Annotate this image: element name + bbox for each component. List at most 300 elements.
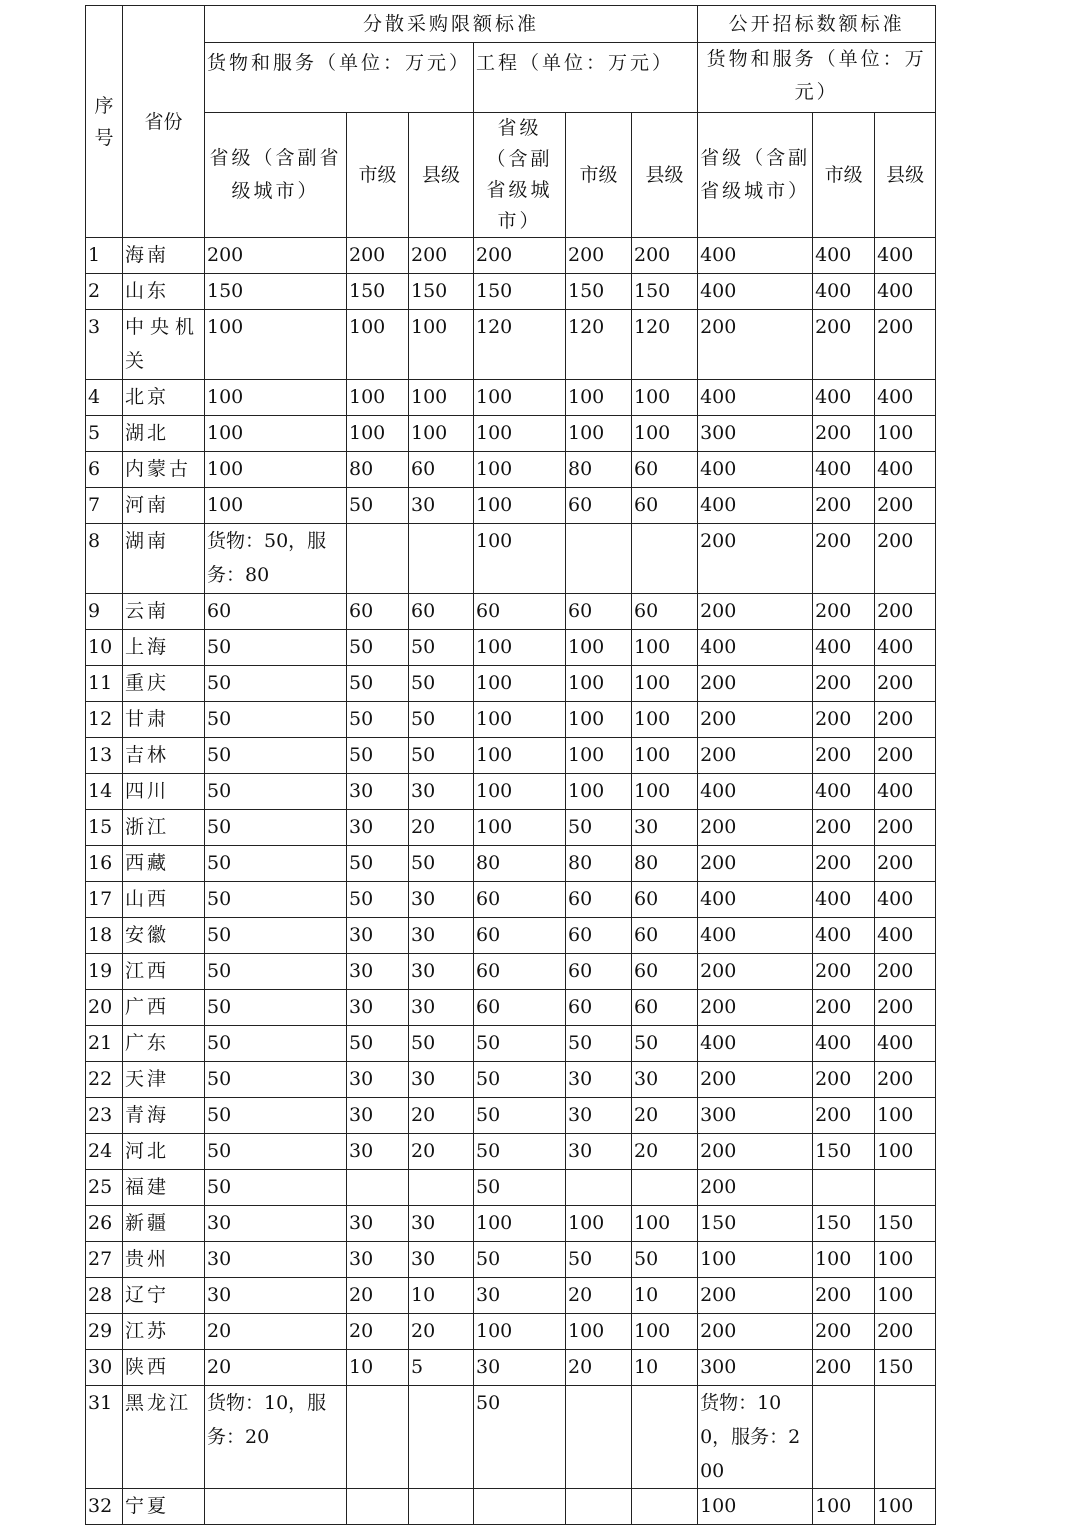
- cell-eng-prov: 50: [474, 1134, 566, 1170]
- cell-gs-county: 60: [409, 452, 474, 488]
- cell-eng-prov: 100: [474, 702, 566, 738]
- table-row: [86, 1278, 936, 1314]
- cell-gs-city: 30: [347, 1206, 409, 1242]
- cell-t-prov: 400: [698, 630, 813, 666]
- cell-eng-county: 80: [632, 846, 698, 882]
- cell-t-county: 200: [875, 524, 936, 594]
- table-row: [86, 416, 936, 452]
- cell-seq: 19: [86, 954, 123, 990]
- cell-gs-prov: 30: [205, 1278, 347, 1314]
- cell-gs-city: 10: [347, 1350, 409, 1386]
- cell-t-prov: 200: [698, 1314, 813, 1350]
- cell-province: 浙江: [123, 810, 205, 846]
- cell-province: 陕西: [123, 1350, 205, 1386]
- cell-seq: 32: [86, 1489, 123, 1525]
- cell-t-prov: 400: [698, 918, 813, 954]
- cell-t-city: 200: [813, 1062, 875, 1098]
- cell-seq: 7: [86, 488, 123, 524]
- cell-gs-prov: 50: [205, 846, 347, 882]
- cell-eng-prov: 30: [474, 1278, 566, 1314]
- cell-eng-county: 30: [632, 1062, 698, 1098]
- cell-eng-city: 100: [566, 666, 632, 702]
- cell-eng-prov: 60: [474, 954, 566, 990]
- cell-t-prov: 200: [698, 738, 813, 774]
- cell-province: 甘肃: [123, 702, 205, 738]
- header-tender-provincial: 省级（含副省级城市）: [698, 113, 813, 238]
- cell-eng-county: 50: [632, 1026, 698, 1062]
- header-gs-county: 县级: [409, 113, 474, 238]
- cell-gs-prov: 50: [205, 918, 347, 954]
- cell-t-city: 400: [813, 238, 875, 274]
- cell-eng-county: 100: [632, 1206, 698, 1242]
- cell-eng-prov: 100: [474, 810, 566, 846]
- cell-gs-county: 30: [409, 1242, 474, 1278]
- cell-province: 上海: [123, 630, 205, 666]
- cell-gs-county: 30: [409, 954, 474, 990]
- cell-eng-county: 60: [632, 488, 698, 524]
- cell-gs-city: 30: [347, 1062, 409, 1098]
- cell-gs-county: [409, 1489, 474, 1525]
- table-row: [86, 702, 936, 738]
- cell-gs-county: 20: [409, 1098, 474, 1134]
- cell-eng-city: 100: [566, 1314, 632, 1350]
- cell-gs-prov: 50: [205, 738, 347, 774]
- table-row: [86, 1350, 936, 1386]
- cell-gs-county: 50: [409, 666, 474, 702]
- cell-eng-county: 60: [632, 954, 698, 990]
- cell-eng-city: 100: [566, 416, 632, 452]
- table-body: [86, 238, 936, 1525]
- cell-gs-prov: 100: [205, 416, 347, 452]
- cell-eng-city: 100: [566, 380, 632, 416]
- cell-eng-prov: 100: [474, 1206, 566, 1242]
- cell-seq: 25: [86, 1170, 123, 1206]
- table-row: [86, 630, 936, 666]
- table-row: [86, 488, 936, 524]
- cell-gs-city: 50: [347, 846, 409, 882]
- cell-gs-city: 200: [347, 238, 409, 274]
- cell-gs-county: 20: [409, 1134, 474, 1170]
- cell-eng-city: 20: [566, 1350, 632, 1386]
- header-eng-provincial: 省级（含副省级城市）: [474, 113, 566, 238]
- cell-t-county: 200: [875, 702, 936, 738]
- cell-gs-county: 200: [409, 238, 474, 274]
- cell-gs-prov: 100: [205, 452, 347, 488]
- cell-t-county: 200: [875, 310, 936, 380]
- cell-eng-county: [632, 1170, 698, 1206]
- cell-gs-city: [347, 1170, 409, 1206]
- header-goods-services: 货物和服务（单位：万元）: [205, 43, 474, 113]
- cell-eng-county: 60: [632, 882, 698, 918]
- cell-eng-city: 80: [566, 452, 632, 488]
- cell-gs-city: 30: [347, 1242, 409, 1278]
- cell-seq: 15: [86, 810, 123, 846]
- cell-province: 山西: [123, 882, 205, 918]
- cell-t-county: 200: [875, 954, 936, 990]
- cell-gs-city: 50: [347, 1026, 409, 1062]
- cell-gs-county: 100: [409, 380, 474, 416]
- cell-eng-city: 50: [566, 810, 632, 846]
- cell-gs-prov: 50: [205, 1134, 347, 1170]
- cell-province: 山东: [123, 274, 205, 310]
- cell-t-county: 100: [875, 1278, 936, 1314]
- cell-t-county: 400: [875, 918, 936, 954]
- cell-gs-prov: 50: [205, 702, 347, 738]
- cell-eng-city: 100: [566, 774, 632, 810]
- cell-gs-prov: 50: [205, 666, 347, 702]
- cell-t-prov: 400: [698, 238, 813, 274]
- cell-t-county: 200: [875, 1314, 936, 1350]
- cell-seq: 28: [86, 1278, 123, 1314]
- header-gs-city: 市级: [347, 113, 409, 238]
- cell-eng-city: 30: [566, 1134, 632, 1170]
- cell-seq: 31: [86, 1386, 123, 1489]
- cell-gs-prov: 50: [205, 630, 347, 666]
- cell-eng-county: [632, 524, 698, 594]
- cell-eng-county: 20: [632, 1098, 698, 1134]
- cell-t-county: 400: [875, 774, 936, 810]
- cell-gs-prov: 200: [205, 238, 347, 274]
- cell-gs-county: 30: [409, 488, 474, 524]
- cell-t-prov: 400: [698, 452, 813, 488]
- cell-t-city: 200: [813, 1278, 875, 1314]
- cell-t-prov: 200: [698, 810, 813, 846]
- cell-t-city: 400: [813, 918, 875, 954]
- cell-eng-city: 100: [566, 738, 632, 774]
- cell-eng-city: 80: [566, 846, 632, 882]
- cell-eng-city: [566, 1386, 632, 1489]
- cell-t-city: 200: [813, 1350, 875, 1386]
- cell-gs-city: 50: [347, 488, 409, 524]
- cell-gs-city: [347, 1386, 409, 1489]
- cell-eng-prov: 50: [474, 1062, 566, 1098]
- cell-province: 安徽: [123, 918, 205, 954]
- cell-gs-city: 20: [347, 1278, 409, 1314]
- cell-eng-prov: 60: [474, 990, 566, 1026]
- table-row: [86, 1242, 936, 1278]
- cell-seq: 4: [86, 380, 123, 416]
- cell-province: 湖北: [123, 416, 205, 452]
- cell-t-county: [875, 1170, 936, 1206]
- cell-province: 天津: [123, 1062, 205, 1098]
- cell-eng-prov: [474, 1489, 566, 1525]
- table-row: [86, 1489, 936, 1525]
- cell-eng-county: 50: [632, 1242, 698, 1278]
- cell-t-city: 400: [813, 630, 875, 666]
- cell-t-county: 200: [875, 488, 936, 524]
- cell-seq: 20: [86, 990, 123, 1026]
- cell-eng-prov: 50: [474, 1170, 566, 1206]
- table-row: [86, 990, 936, 1026]
- cell-t-county: 400: [875, 1026, 936, 1062]
- cell-eng-city: 60: [566, 918, 632, 954]
- cell-gs-county: [409, 1386, 474, 1489]
- cell-gs-city: 30: [347, 954, 409, 990]
- cell-province: 青海: [123, 1098, 205, 1134]
- table-row: [86, 452, 936, 488]
- cell-gs-county: 100: [409, 310, 474, 380]
- cell-seq: 6: [86, 452, 123, 488]
- cell-seq: 30: [86, 1350, 123, 1386]
- header-eng-county: 县级: [632, 113, 698, 238]
- table-row: [86, 918, 936, 954]
- cell-t-city: 100: [813, 1242, 875, 1278]
- cell-t-city: 150: [813, 1134, 875, 1170]
- cell-t-county: 150: [875, 1350, 936, 1386]
- cell-t-city: 200: [813, 416, 875, 452]
- cell-gs-city: [347, 524, 409, 594]
- table-row: [86, 238, 936, 274]
- cell-eng-prov: 50: [474, 1386, 566, 1489]
- header-tender-county: 县级: [875, 113, 936, 238]
- cell-eng-prov: 50: [474, 1242, 566, 1278]
- cell-seq: 3: [86, 310, 123, 380]
- cell-seq: 14: [86, 774, 123, 810]
- cell-gs-prov: 50: [205, 882, 347, 918]
- cell-province: 重庆: [123, 666, 205, 702]
- cell-province: 福建: [123, 1170, 205, 1206]
- cell-gs-prov: 50: [205, 990, 347, 1026]
- cell-t-county: 400: [875, 882, 936, 918]
- cell-seq: 2: [86, 274, 123, 310]
- cell-seq: 11: [86, 666, 123, 702]
- cell-eng-city: 60: [566, 990, 632, 1026]
- cell-t-city: 400: [813, 1026, 875, 1062]
- cell-gs-county: 50: [409, 1026, 474, 1062]
- table-row: [86, 738, 936, 774]
- cell-t-county: 400: [875, 274, 936, 310]
- table-row: [86, 594, 936, 630]
- cell-gs-city: 30: [347, 1134, 409, 1170]
- header-public-tender: 公开招标数额标准: [698, 6, 936, 43]
- cell-t-county: 200: [875, 810, 936, 846]
- cell-seq: 29: [86, 1314, 123, 1350]
- cell-t-prov: 100: [698, 1242, 813, 1278]
- cell-gs-county: 20: [409, 1314, 474, 1350]
- cell-seq: 16: [86, 846, 123, 882]
- table-row: [86, 1314, 936, 1350]
- cell-eng-prov: 60: [474, 918, 566, 954]
- cell-gs-county: 30: [409, 774, 474, 810]
- cell-eng-city: 60: [566, 954, 632, 990]
- cell-gs-prov: 50: [205, 954, 347, 990]
- cell-t-county: 200: [875, 594, 936, 630]
- cell-eng-city: [566, 524, 632, 594]
- cell-t-city: 200: [813, 810, 875, 846]
- cell-eng-city: 20: [566, 1278, 632, 1314]
- cell-t-city: 100: [813, 1489, 875, 1525]
- cell-gs-city: 50: [347, 630, 409, 666]
- cell-t-prov: 200: [698, 666, 813, 702]
- cell-gs-county: 150: [409, 274, 474, 310]
- cell-t-prov: 300: [698, 1098, 813, 1134]
- cell-gs-city: [347, 1489, 409, 1525]
- cell-eng-city: 30: [566, 1098, 632, 1134]
- cell-t-prov: 200: [698, 594, 813, 630]
- cell-eng-city: [566, 1170, 632, 1206]
- cell-eng-prov: 100: [474, 774, 566, 810]
- cell-gs-county: 30: [409, 918, 474, 954]
- cell-eng-county: 20: [632, 1134, 698, 1170]
- cell-eng-prov: 30: [474, 1350, 566, 1386]
- cell-gs-prov: 50: [205, 774, 347, 810]
- cell-gs-prov: 20: [205, 1350, 347, 1386]
- cell-t-city: 200: [813, 488, 875, 524]
- cell-province: 黑龙江: [123, 1386, 205, 1489]
- cell-gs-city: 60: [347, 594, 409, 630]
- cell-t-prov: 200: [698, 954, 813, 990]
- cell-eng-city: 30: [566, 1062, 632, 1098]
- header-decentralized: 分散采购限额标准: [205, 6, 698, 43]
- cell-seq: 5: [86, 416, 123, 452]
- cell-seq: 22: [86, 1062, 123, 1098]
- cell-seq: 12: [86, 702, 123, 738]
- cell-gs-prov: 50: [205, 1062, 347, 1098]
- cell-province: 广东: [123, 1026, 205, 1062]
- table-row: [86, 1134, 936, 1170]
- table-row: [86, 274, 936, 310]
- cell-eng-prov: 100: [474, 380, 566, 416]
- cell-seq: 9: [86, 594, 123, 630]
- cell-t-prov: 200: [698, 1278, 813, 1314]
- cell-t-prov: 400: [698, 882, 813, 918]
- cell-eng-county: 100: [632, 666, 698, 702]
- cell-t-city: 200: [813, 738, 875, 774]
- table-row: [86, 1386, 936, 1489]
- table-row: [86, 774, 936, 810]
- cell-gs-prov: 100: [205, 310, 347, 380]
- cell-gs-city: 100: [347, 310, 409, 380]
- table-row: [86, 846, 936, 882]
- cell-t-city: 400: [813, 882, 875, 918]
- cell-gs-county: 30: [409, 990, 474, 1026]
- cell-t-county: 100: [875, 1242, 936, 1278]
- cell-eng-county: 60: [632, 990, 698, 1026]
- cell-t-county: [875, 1386, 936, 1489]
- table-row: [86, 310, 936, 380]
- cell-gs-county: 10: [409, 1278, 474, 1314]
- cell-gs-county: [409, 524, 474, 594]
- cell-gs-county: 30: [409, 1062, 474, 1098]
- cell-seq: 10: [86, 630, 123, 666]
- table-row: [86, 882, 936, 918]
- cell-t-prov: 200: [698, 990, 813, 1026]
- cell-eng-city: 200: [566, 238, 632, 274]
- cell-seq: 24: [86, 1134, 123, 1170]
- cell-eng-prov: 100: [474, 630, 566, 666]
- table-row: [86, 1206, 936, 1242]
- cell-gs-city: 50: [347, 738, 409, 774]
- table-row: [86, 1026, 936, 1062]
- cell-t-city: 400: [813, 380, 875, 416]
- cell-province: 海南: [123, 238, 205, 274]
- table-row: [86, 954, 936, 990]
- cell-t-city: 200: [813, 954, 875, 990]
- cell-eng-prov: 150: [474, 274, 566, 310]
- cell-t-city: 200: [813, 846, 875, 882]
- cell-gs-city: 100: [347, 380, 409, 416]
- cell-seq: 21: [86, 1026, 123, 1062]
- cell-eng-county: 100: [632, 1314, 698, 1350]
- cell-eng-city: 60: [566, 594, 632, 630]
- cell-gs-county: 60: [409, 594, 474, 630]
- cell-t-prov: 货物：100，服务：200: [698, 1386, 813, 1489]
- cell-gs-city: 50: [347, 882, 409, 918]
- table-row: [86, 1062, 936, 1098]
- cell-gs-prov: 50: [205, 1098, 347, 1134]
- cell-t-prov: 200: [698, 524, 813, 594]
- cell-t-county: 100: [875, 416, 936, 452]
- cell-gs-county: 50: [409, 738, 474, 774]
- cell-eng-county: 10: [632, 1278, 698, 1314]
- cell-t-city: 200: [813, 1098, 875, 1134]
- cell-eng-prov: 100: [474, 416, 566, 452]
- cell-t-city: 400: [813, 452, 875, 488]
- cell-seq: 17: [86, 882, 123, 918]
- cell-t-county: 400: [875, 452, 936, 488]
- cell-eng-county: [632, 1386, 698, 1489]
- table-row: [86, 810, 936, 846]
- cell-gs-prov: 60: [205, 594, 347, 630]
- cell-province: 新疆: [123, 1206, 205, 1242]
- cell-t-city: 200: [813, 594, 875, 630]
- cell-gs-city: 30: [347, 810, 409, 846]
- cell-gs-county: 50: [409, 630, 474, 666]
- header-province: 省份: [123, 6, 205, 238]
- header-engineering: 工程（单位：万元）: [474, 43, 698, 113]
- cell-gs-city: 150: [347, 274, 409, 310]
- cell-gs-county: 30: [409, 882, 474, 918]
- cell-t-city: 400: [813, 274, 875, 310]
- header-tender-goods-services: 货物和服务（单位：万元）: [698, 43, 936, 113]
- cell-eng-city: 150: [566, 274, 632, 310]
- cell-province: 江苏: [123, 1314, 205, 1350]
- cell-eng-prov: 60: [474, 882, 566, 918]
- cell-t-prov: 400: [698, 774, 813, 810]
- cell-eng-prov: 50: [474, 1026, 566, 1062]
- cell-t-prov: 200: [698, 702, 813, 738]
- cell-t-county: 100: [875, 1134, 936, 1170]
- cell-t-prov: 200: [698, 846, 813, 882]
- cell-eng-prov: 100: [474, 524, 566, 594]
- cell-gs-city: 50: [347, 666, 409, 702]
- cell-province: 云南: [123, 594, 205, 630]
- cell-t-prov: 200: [698, 310, 813, 380]
- procurement-standards-table: [85, 5, 936, 1525]
- cell-seq: 18: [86, 918, 123, 954]
- cell-eng-prov: 100: [474, 488, 566, 524]
- cell-eng-county: 60: [632, 594, 698, 630]
- cell-eng-prov: 80: [474, 846, 566, 882]
- cell-eng-city: 60: [566, 488, 632, 524]
- cell-t-city: 200: [813, 990, 875, 1026]
- cell-eng-county: 100: [632, 774, 698, 810]
- table-row: [86, 666, 936, 702]
- cell-province: 河南: [123, 488, 205, 524]
- cell-t-prov: 300: [698, 1350, 813, 1386]
- cell-eng-city: 50: [566, 1242, 632, 1278]
- cell-province: 吉林: [123, 738, 205, 774]
- cell-seq: 13: [86, 738, 123, 774]
- cell-t-county: 100: [875, 1489, 936, 1525]
- cell-gs-county: 20: [409, 810, 474, 846]
- header-eng-city: 市级: [566, 113, 632, 238]
- cell-gs-city: 30: [347, 990, 409, 1026]
- cell-gs-county: 50: [409, 702, 474, 738]
- cell-eng-city: 120: [566, 310, 632, 380]
- cell-gs-prov: 货物：10，服务：20: [205, 1386, 347, 1489]
- cell-t-county: 200: [875, 990, 936, 1026]
